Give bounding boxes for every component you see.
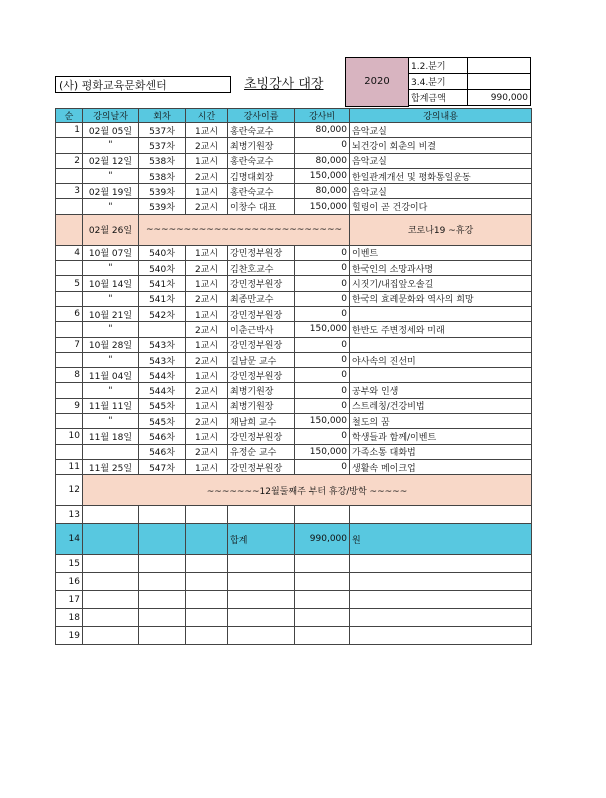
cell-no <box>56 168 83 183</box>
cell-empty <box>186 573 228 591</box>
table-row <box>56 627 532 645</box>
cell-name: 김찬호교수 <box>228 261 295 276</box>
break-note: 코로나19 ~휴강 <box>350 214 532 245</box>
cell-empty <box>295 555 350 573</box>
cell-session: 543차 <box>139 352 186 367</box>
cell-empty <box>83 627 139 645</box>
cell-date: 10월 14일 <box>83 276 139 291</box>
cell-session: 537차 <box>139 138 186 153</box>
quarter-label: 1.2.분기 <box>409 58 468 74</box>
cell-session: 539차 <box>139 199 186 214</box>
cell-name: 길남문 교수 <box>228 352 295 367</box>
cell-session: 544차 <box>139 383 186 398</box>
cell-no: 13 <box>56 506 83 524</box>
cell-time: 1교시 <box>186 398 228 413</box>
total-row <box>56 524 532 555</box>
cell-no: 10 <box>56 429 83 444</box>
col-header-time: 시간 <box>186 109 228 123</box>
cell-fee: 0 <box>295 138 350 153</box>
cell-session: 546차 <box>139 444 186 459</box>
cell-time: 1교시 <box>186 123 228 138</box>
cell-empty <box>228 591 295 609</box>
table-row <box>56 276 532 291</box>
cell-empty <box>139 591 186 609</box>
cell-topic: 한국인의 소망과사명 <box>350 261 532 276</box>
cell-no <box>56 444 83 459</box>
cell-time: 1교시 <box>186 245 228 260</box>
cell-fee: 150,000 <box>295 199 350 214</box>
cell-empty <box>295 506 350 524</box>
cell-empty <box>186 506 228 524</box>
cell-empty <box>83 573 139 591</box>
cell-time: 1교시 <box>186 459 228 474</box>
cell-fee: 150,000 <box>295 444 350 459</box>
cell-name: 강민정부원장 <box>228 368 295 383</box>
break-row <box>56 214 532 245</box>
cell-topic: 한반도 주변정세와 미래 <box>350 322 532 337</box>
cell-topic: 스트레칭/건강비법 <box>350 398 532 413</box>
cell-empty <box>186 591 228 609</box>
table-row <box>56 245 532 260</box>
cell-session: 545차 <box>139 398 186 413</box>
cell-date: " <box>83 168 139 183</box>
cell-topic <box>350 337 532 352</box>
cell-topic: 이벤트 <box>350 245 532 260</box>
cell-fee: 80,000 <box>295 123 350 138</box>
year-box: 2020 <box>345 57 409 107</box>
table-row <box>56 199 532 214</box>
cell-time: 1교시 <box>186 368 228 383</box>
cell-no: 17 <box>56 591 83 609</box>
cell-fee: 0 <box>295 429 350 444</box>
quarter-row <box>409 58 531 74</box>
quarter-label: 3.4.분기 <box>409 74 468 90</box>
cell-topic: 뇌건강이 회춘의 비결 <box>350 138 532 153</box>
cell-session: 541차 <box>139 291 186 306</box>
cell-date <box>83 444 139 459</box>
cell-empty <box>228 555 295 573</box>
cell-no <box>56 214 83 245</box>
cell-topic: 힐링이 곧 건강이다 <box>350 199 532 214</box>
cell-topic: 음악교실 <box>350 123 532 138</box>
cell-time: 2교시 <box>186 291 228 306</box>
table-row <box>56 609 532 627</box>
table-row <box>56 306 532 321</box>
cell-name: 강민정부원장 <box>228 337 295 352</box>
cell-no: 2 <box>56 153 83 168</box>
cell-empty <box>83 591 139 609</box>
cell-topic <box>350 306 532 321</box>
quarter-value <box>468 58 531 74</box>
cell-no <box>56 322 83 337</box>
cell-date: 11월 11일 <box>83 398 139 413</box>
empty-rows-group <box>56 555 532 645</box>
cell-no: 3 <box>56 184 83 199</box>
cell-no: 1 <box>56 123 83 138</box>
cell-time: 2교시 <box>186 138 228 153</box>
total-unit: 원 <box>350 524 532 555</box>
col-header-name: 강사이름 <box>228 109 295 123</box>
cell-fee: 0 <box>295 352 350 367</box>
table-row <box>56 123 532 138</box>
cell-empty <box>350 506 532 524</box>
quarter-label: 합계금액 <box>409 90 468 106</box>
cell-session: 539차 <box>139 184 186 199</box>
cell-session: 546차 <box>139 429 186 444</box>
cell-topic: 한일관계개선 및 평화통일운동 <box>350 168 532 183</box>
cell-empty <box>350 591 532 609</box>
table-row <box>56 573 532 591</box>
cell-empty <box>295 591 350 609</box>
quarter-summary <box>408 57 531 106</box>
cell-topic: 학생들과 함께/이벤트 <box>350 429 532 444</box>
cell-date: 10월 07일 <box>83 245 139 260</box>
cell-topic: 야사속의 진선미 <box>350 352 532 367</box>
cell-empty <box>139 573 186 591</box>
quarter-row <box>409 74 531 90</box>
cell-time: 2교시 <box>186 322 228 337</box>
cell-empty <box>350 573 532 591</box>
cell-no <box>56 352 83 367</box>
cell-topic: 철도의 꿈 <box>350 414 532 429</box>
cell-no: 4 <box>56 245 83 260</box>
cell-time: 2교시 <box>186 261 228 276</box>
cell-no <box>56 199 83 214</box>
cell-name: 최병기원장 <box>228 398 295 413</box>
cell-empty <box>295 573 350 591</box>
cell-time: 2교시 <box>186 383 228 398</box>
rows-group-2 <box>56 245 532 474</box>
cell-name: 홍란숙교수 <box>228 184 295 199</box>
cell-name: 김명대회장 <box>228 168 295 183</box>
col-header-date: 강의날자 <box>83 109 139 123</box>
cell-empty <box>139 524 186 555</box>
cell-time: 1교시 <box>186 337 228 352</box>
cell-time: 2교시 <box>186 444 228 459</box>
cell-fee: 150,000 <box>295 414 350 429</box>
cell-topic: 시짓기/내집앞오솔길 <box>350 276 532 291</box>
cell-empty <box>83 524 139 555</box>
cell-no: 6 <box>56 306 83 321</box>
table-row <box>56 398 532 413</box>
cell-empty <box>295 627 350 645</box>
quarter-value <box>468 74 531 90</box>
cell-empty <box>228 609 295 627</box>
cell-name: 강민정부원장 <box>228 429 295 444</box>
cell-topic: 음악교실 <box>350 153 532 168</box>
table-row <box>56 153 532 168</box>
cell-topic: 음악교실 <box>350 184 532 199</box>
doc-title: 초빙강사 대장 <box>244 77 324 92</box>
cell-empty <box>350 609 532 627</box>
cell-empty <box>83 555 139 573</box>
cell-no: 9 <box>56 398 83 413</box>
cell-date: " <box>83 138 139 153</box>
cell-topic: 한국의 효례문화와 역사의 희망 <box>350 291 532 306</box>
cell-session: 543차 <box>139 337 186 352</box>
cell-empty <box>186 555 228 573</box>
cell-no: 5 <box>56 276 83 291</box>
cell-empty <box>139 627 186 645</box>
table-row <box>56 506 532 524</box>
cell-no <box>56 261 83 276</box>
lecture-ledger-table <box>55 108 532 645</box>
cell-no: 19 <box>56 627 83 645</box>
cell-empty <box>83 506 139 524</box>
cell-name: 최종만교수 <box>228 291 295 306</box>
table-row <box>56 138 532 153</box>
table-row <box>56 291 532 306</box>
cell-name: 홍란숙교수 <box>228 123 295 138</box>
cell-empty <box>350 555 532 573</box>
cell-name: 유정순 교수 <box>228 444 295 459</box>
cell-fee: 150,000 <box>295 168 350 183</box>
cell-name: 최병기원장 <box>228 383 295 398</box>
cell-date: 02월 19일 <box>83 184 139 199</box>
table-row <box>56 414 532 429</box>
cell-session <box>139 322 186 337</box>
cell-empty <box>186 609 228 627</box>
cell-time: 1교시 <box>186 429 228 444</box>
cell-session: 540차 <box>139 245 186 260</box>
rows-group-1 <box>56 123 532 215</box>
cell-empty <box>350 627 532 645</box>
cell-name: 이춘근박사 <box>228 322 295 337</box>
cell-time: 1교시 <box>186 184 228 199</box>
cell-empty <box>139 609 186 627</box>
cell-empty <box>228 506 295 524</box>
total-amount: 990,000 <box>295 524 350 555</box>
table-row <box>56 337 532 352</box>
cell-no <box>56 383 83 398</box>
cell-name: 강민정부원장 <box>228 276 295 291</box>
cell-date: 11월 18일 <box>83 429 139 444</box>
cell-fee: 0 <box>295 276 350 291</box>
cell-date: 11월 04일 <box>83 368 139 383</box>
break-group <box>56 214 532 245</box>
table-row <box>56 459 532 474</box>
cell-topic: 공부와 인생 <box>350 383 532 398</box>
cell-no: 8 <box>56 368 83 383</box>
cell-time: 2교시 <box>186 168 228 183</box>
cell-fee: 0 <box>295 398 350 413</box>
table-row <box>56 184 532 199</box>
table-row <box>56 352 532 367</box>
cell-date: " <box>83 383 139 398</box>
cell-fee: 0 <box>295 245 350 260</box>
cell-fee: 0 <box>295 337 350 352</box>
cell-no <box>56 414 83 429</box>
break-tildes: ~~~~~~~~~~~~~~~~~~~~~~~~~~ <box>139 214 350 245</box>
table-row <box>56 555 532 573</box>
cell-empty <box>186 627 228 645</box>
cell-empty <box>83 609 139 627</box>
cell-date: " <box>83 352 139 367</box>
cell-time: 1교시 <box>186 276 228 291</box>
cell-fee: 0 <box>295 306 350 321</box>
cell-name: 강민정부원장 <box>228 245 295 260</box>
cell-time: 1교시 <box>186 306 228 321</box>
cell-no: 16 <box>56 573 83 591</box>
cell-no: 18 <box>56 609 83 627</box>
cell-name: 최병기원장 <box>228 138 295 153</box>
cell-time: 2교시 <box>186 199 228 214</box>
header-row <box>56 109 532 123</box>
cell-no <box>56 138 83 153</box>
cell-name: 강민정부원장 <box>228 306 295 321</box>
cell-topic <box>350 368 532 383</box>
cell-time: 1교시 <box>186 153 228 168</box>
table-row <box>56 168 532 183</box>
cell-fee: 0 <box>295 261 350 276</box>
holiday-row <box>56 475 532 506</box>
cell-date: 02월 12일 <box>83 153 139 168</box>
cell-date: 10월 21일 <box>83 306 139 321</box>
cell-session: 540차 <box>139 261 186 276</box>
cell-empty <box>139 506 186 524</box>
cell-name: 강민정부원장 <box>228 459 295 474</box>
cell-time: 2교시 <box>186 352 228 367</box>
cell-session: 544차 <box>139 368 186 383</box>
cell-fee: 80,000 <box>295 153 350 168</box>
org-name: (사) 평화교육문화센터 <box>55 76 231 93</box>
cell-date: " <box>83 199 139 214</box>
cell-date: 11월 25일 <box>83 459 139 474</box>
cell-fee: 0 <box>295 291 350 306</box>
table-row <box>56 322 532 337</box>
cell-name: 채남희 교수 <box>228 414 295 429</box>
col-header-fee: 강사비 <box>295 109 350 123</box>
cell-empty <box>228 627 295 645</box>
cell-session: 538차 <box>139 168 186 183</box>
cell-name: 이창수 대표 <box>228 199 295 214</box>
footer-group <box>56 475 532 555</box>
cell-empty <box>139 555 186 573</box>
cell-empty <box>228 573 295 591</box>
cell-date: 02월 05일 <box>83 123 139 138</box>
table-row <box>56 368 532 383</box>
quarter-row <box>409 90 531 106</box>
table-row <box>56 383 532 398</box>
cell-session: 545차 <box>139 414 186 429</box>
break-date: 02월 26일 <box>83 214 139 245</box>
cell-session: 538차 <box>139 153 186 168</box>
cell-no: 12 <box>56 475 83 506</box>
cell-session: 542차 <box>139 306 186 321</box>
cell-empty <box>295 609 350 627</box>
cell-topic: 가족소통 대화법 <box>350 444 532 459</box>
cell-date: " <box>83 322 139 337</box>
cell-fee: 0 <box>295 459 350 474</box>
cell-date: 10월 28일 <box>83 337 139 352</box>
table-row <box>56 591 532 609</box>
cell-session: 547차 <box>139 459 186 474</box>
cell-name: 홍란숙교수 <box>228 153 295 168</box>
cell-no: 15 <box>56 555 83 573</box>
cell-empty <box>186 524 228 555</box>
cell-fee: 80,000 <box>295 184 350 199</box>
quarter-value: 990,000 <box>468 90 531 106</box>
cell-time: 2교시 <box>186 414 228 429</box>
cell-no <box>56 291 83 306</box>
col-header-topic: 강의내용 <box>350 109 532 123</box>
cell-topic: 생활속 메이크업 <box>350 459 532 474</box>
table-row <box>56 444 532 459</box>
cell-date: " <box>83 414 139 429</box>
col-header-no: 순 <box>56 109 83 123</box>
cell-no: 7 <box>56 337 83 352</box>
cell-fee: 0 <box>295 383 350 398</box>
table-row <box>56 429 532 444</box>
col-header-session: 회차 <box>139 109 186 123</box>
cell-fee: 150,000 <box>295 322 350 337</box>
cell-no: 11 <box>56 459 83 474</box>
cell-date: " <box>83 261 139 276</box>
cell-session: 537차 <box>139 123 186 138</box>
cell-date: " <box>83 291 139 306</box>
cell-no: 14 <box>56 524 83 555</box>
cell-fee: 0 <box>295 368 350 383</box>
cell-session: 541차 <box>139 276 186 291</box>
holiday-note: ~~~~~~~12월둘째주 부터 휴강/방학 ~~~~~ <box>83 475 532 506</box>
total-label: 합계 <box>228 524 295 555</box>
table-row <box>56 261 532 276</box>
